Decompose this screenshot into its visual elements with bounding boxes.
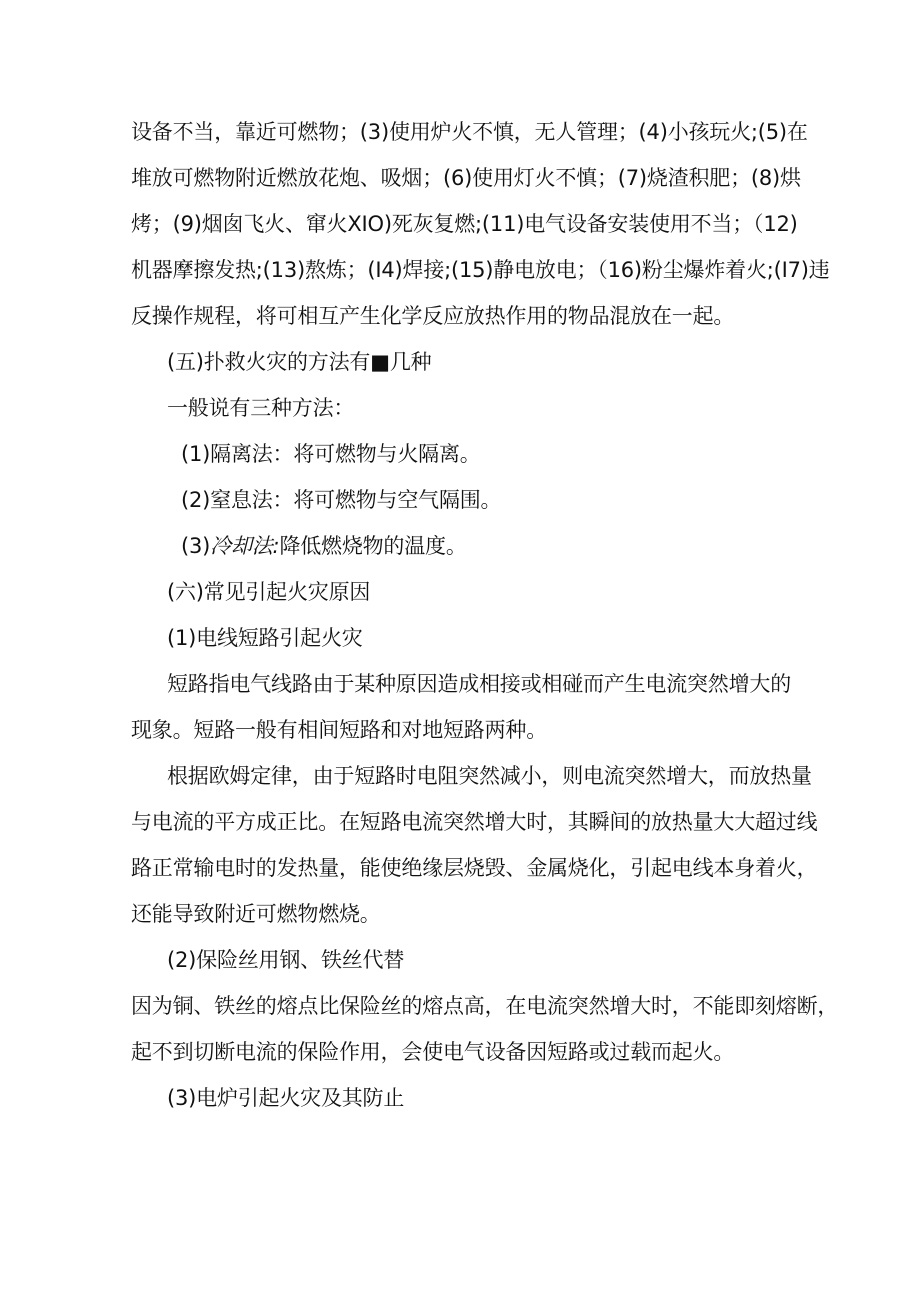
method-italic: 冷却法: — [210, 534, 280, 558]
subsection-heading: (3)电炉引起火灾及其防止 — [167, 1086, 405, 1110]
text-line: 短路指电气线路由于某种原因造成相接或相碰而产生电流突然增大的 — [167, 672, 791, 696]
section-heading: (六)常见引起火灾原因 — [167, 580, 371, 604]
text-line: 现象。短路一般有相间短路和对地短路两种。 — [131, 718, 547, 742]
subsection-heading: (2)保险丝用钢、铁丝代替 — [167, 948, 405, 972]
method-text: 将可燃物与火隔离。 — [293, 442, 481, 466]
text-line: 反操作规程，将可相互产生化学反应放热作用的物品混放在一起。 — [131, 304, 735, 328]
section-intro: 一般说有三种方法： — [167, 396, 355, 420]
method-item — [131, 477, 791, 523]
method-text: 降低燃烧物的温度。 — [279, 534, 467, 558]
method-prefix: (3) — [181, 534, 211, 558]
text-line: 根据欧姆定律，由于短路时电阻突然减小，则电流突然增大，而放热量 — [167, 764, 812, 788]
text-line: 设备不当，靠近可燃物；(3)使用炉火不慎，无人管理；(4)小孩玩火;(5)在 — [131, 120, 808, 144]
text-line: 还能导致附近可燃物燃烧。 — [131, 902, 381, 926]
section-heading: (五)扑救火灾的方法有■几种 — [167, 350, 432, 374]
text-line: 烤；(9)烟囱飞火、窜火XIO)死灰复燃;(11)电气设备安装使用不当；（12) — [131, 212, 798, 236]
text-line: 起不到切断电流的保险作用，会使电气设备因短路或过载而起火。 — [131, 1040, 735, 1064]
text-line: 因为铜、铁丝的熔点比保险丝的熔点高，在电流突然增大时，不能即刻熔断， — [131, 994, 839, 1018]
text-line: 堆放可燃物附近燃放花炮、吸烟；(6)使用灯火不慎；(7)烧渣积肥；(8)烘 — [131, 166, 801, 190]
text-line: 机器摩擦发热;(13)熬炼；(I4)焊接;(15)静电放电；（16)粉尘爆炸着火;(I7)违 — [131, 258, 830, 282]
text-line: 路正常输电时的发热量，能使绝缘层烧毁、金属烧化，引起电线本身着火， — [131, 856, 818, 880]
text-line: 与电流的平方成正比。在短路电流突然增大时，其瞬间的放热量大大超过线 — [131, 810, 818, 834]
method-text: 将可燃物与空气隔围。 — [293, 488, 502, 512]
method-prefix: (1)隔离法： — [181, 442, 294, 466]
method-prefix: (2)窒息法： — [181, 488, 294, 512]
method-item — [131, 431, 791, 477]
subsection-heading: (1)电线短路引起火灾 — [167, 626, 363, 650]
method-item — [131, 523, 791, 569]
document-body — [131, 109, 839, 1121]
